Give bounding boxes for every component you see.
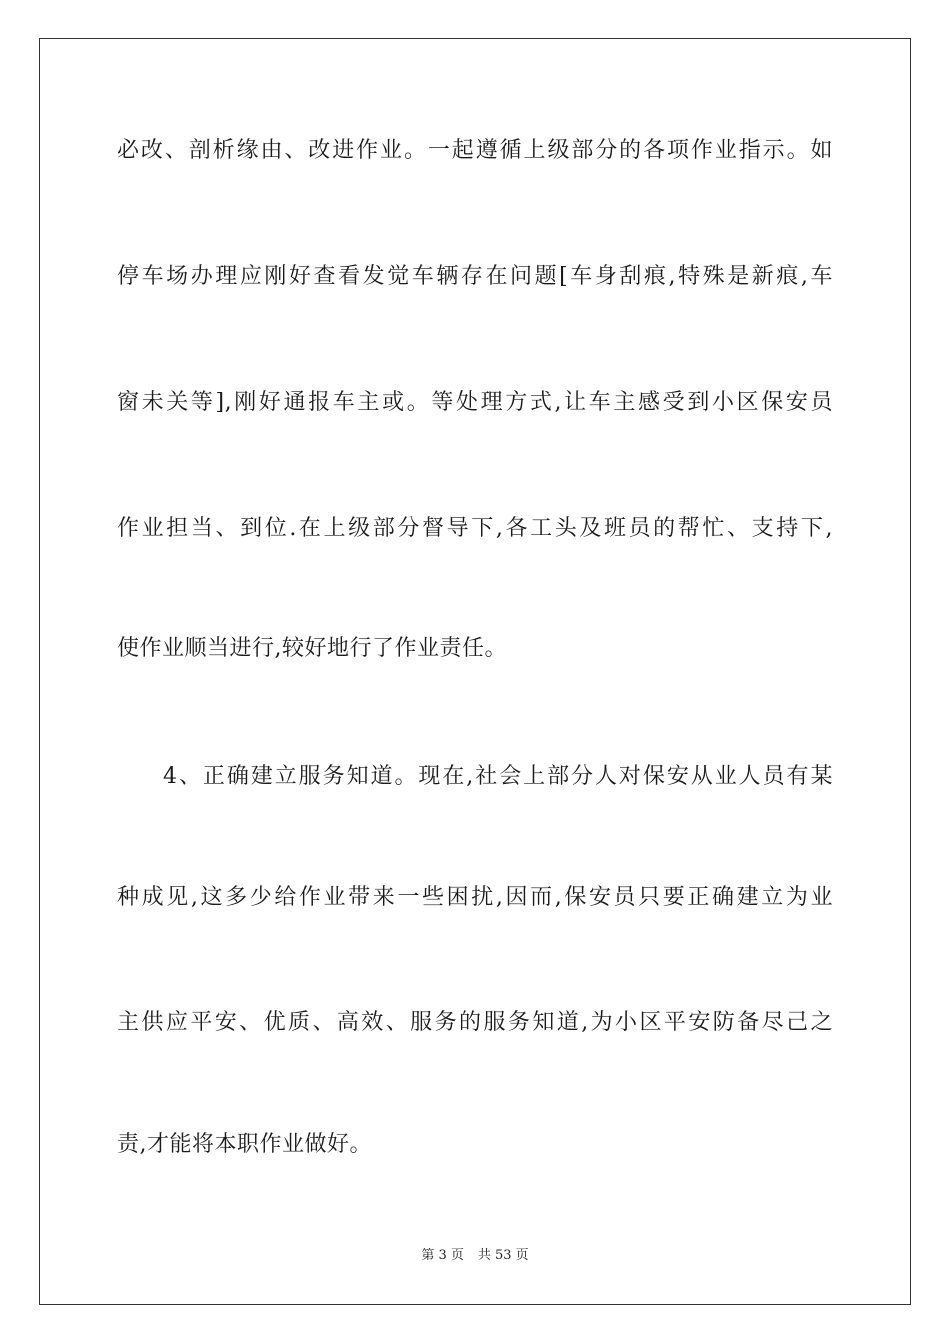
page-total: 共 53 页	[477, 1248, 529, 1263]
paragraph-line: 使作业顺当进行,较好地行了作业责任。	[117, 636, 507, 661]
page-border	[39, 38, 911, 1305]
paragraph-line: 作业担当、到位.在上级部分督导下,各工头及班员的帮忙、支持下,	[117, 516, 833, 541]
page-footer	[0, 1247, 950, 1265]
paragraph-line: 4、正确建立服务知道。现在,社会上部分人对保安从业人员有某	[163, 764, 833, 789]
paragraph-line: 主供应平安、优质、高效、服务的服务知道,为小区平安防备尽己之	[117, 1010, 833, 1035]
paragraph-line: 必改、剖析缘由、改进作业。一起遵循上级部分的各项作业指示。如	[117, 138, 833, 163]
paragraph-line: 窗未关等],刚好通报车主或。等处理方式,让车主感受到小区保安员	[117, 390, 833, 415]
paragraph-line: 责,才能将本职作业做好。	[117, 1132, 372, 1157]
paragraph-line: 停车场办理应刚好查看发觉车辆存在问题[车身刮痕,特殊是新痕,车	[117, 264, 833, 289]
paragraph-line: 种成见,这多少给作业带来一些困扰,因而,保安员只要正确建立为业	[117, 885, 833, 910]
page-number: 第 3 页	[421, 1248, 464, 1263]
